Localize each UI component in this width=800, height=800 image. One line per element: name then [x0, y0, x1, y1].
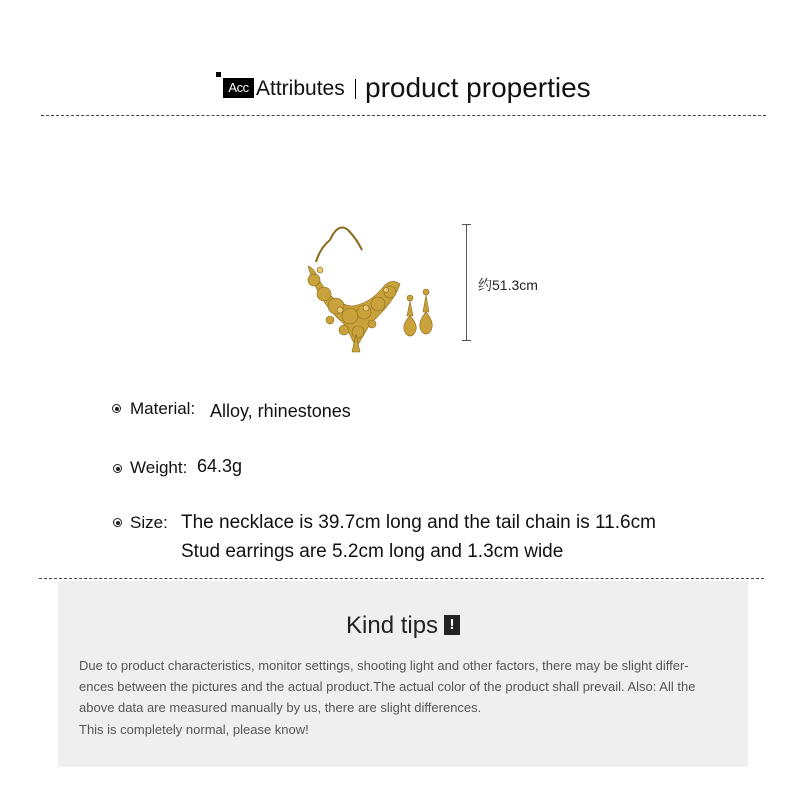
material-value: Alloy, rhinestones: [210, 401, 351, 421]
image-size-label: 约51.3cm: [478, 277, 538, 293]
earring-right: [420, 289, 433, 334]
exclamation-icon: !: [444, 615, 460, 635]
size-indicator-cap-bottom: [462, 340, 471, 341]
size-value-line1: The necklace is 39.7cm long and the tail chain is 11.6cm: [181, 512, 656, 533]
header-title-main: product properties: [365, 72, 591, 103]
bullet-icon: [113, 518, 122, 527]
tips-text-line: This is completely normal, please know!: [79, 722, 309, 737]
tips-title: Kind tips: [346, 612, 439, 639]
size-value-line2: Stud earrings are 5.2cm long and 1.3cm wide: [181, 541, 564, 562]
header-dot: [216, 72, 221, 77]
divider-middle: [39, 578, 764, 579]
bullet-icon: [113, 464, 122, 473]
tips-text-line: above data are measured manually by us, there are slight differences.: [79, 700, 482, 715]
weight-label: Weight:: [130, 458, 188, 477]
necklace: [308, 228, 400, 352]
size-indicator-line: [466, 224, 467, 341]
tips-text-line: ences between the pictures and the actual product.The actual color of the product shall prevail. Also: All the: [79, 679, 696, 694]
size-indicator-cap-top: [462, 224, 471, 225]
tips-text-line: Due to product characteristics, monitor settings, shooting light and other factors, there may be slight differ-: [79, 658, 689, 673]
product-image: [300, 220, 440, 360]
header-separator: [355, 79, 356, 99]
divider-top: [41, 115, 766, 116]
material-label: Material:: [130, 399, 196, 418]
header-title-en: Attributes: [256, 77, 345, 100]
earring-left: [404, 295, 417, 336]
header-badge: Acc: [223, 78, 254, 98]
weight-value: 64.3g: [197, 456, 243, 476]
size-label: Size:: [130, 513, 168, 532]
bullet-icon: [112, 404, 121, 413]
